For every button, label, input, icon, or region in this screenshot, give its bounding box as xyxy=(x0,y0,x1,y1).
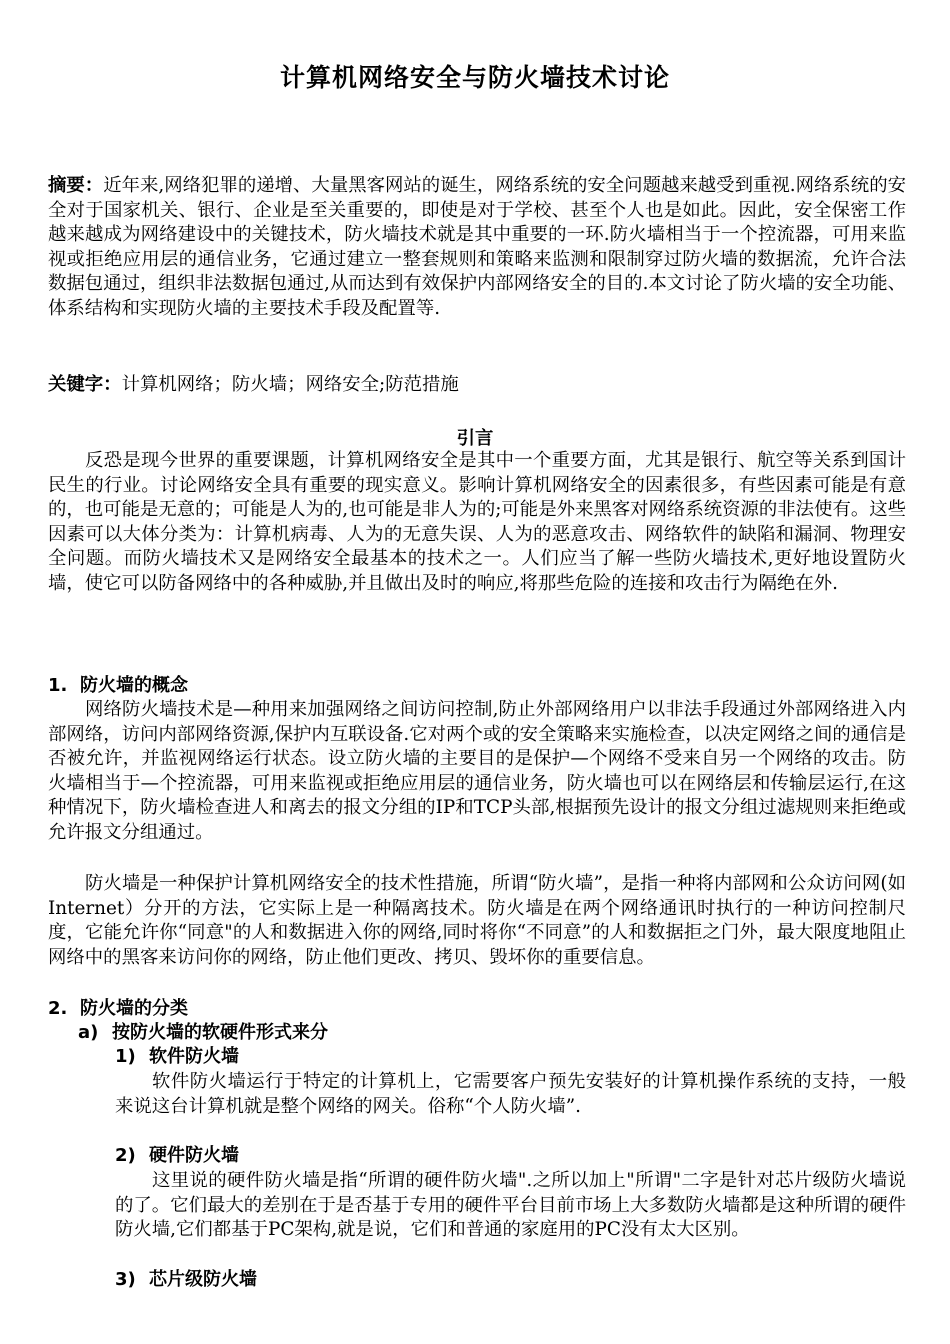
item-3-heading xyxy=(115,1268,257,1292)
item-2-body: 这里说的硬件防火墙是指“所谓的硬件防火墙".之所以加上"所谓"二字是针对芯片级防火墙说的了。它们最大的差别在于是否基于专用的硬件平台目前市场上大多数防火墙都是这种所谓的硬件防火墙,它们都基于PC架构,就是说，它们和普通的家庭用的PC没有太大区别。 xyxy=(115,1170,906,1240)
section-1-number: 1. xyxy=(48,675,68,696)
abstract-label: 摘要： xyxy=(48,175,104,196)
document-title: 计算机网络安全与防火墙技术讨论 xyxy=(279,63,670,92)
item-2-title: 硬件防火墙 xyxy=(149,1145,239,1166)
section-1-heading xyxy=(48,674,188,698)
keywords-text: 计算机网络；防火墙；网络安全;防范措施 xyxy=(121,374,459,395)
item-1-body: 软件防火墙运行于特定的计算机上，它需要客户预先安装好的计算机操作系统的支持，一般来说这台计算机就是整个网络的网关。俗称“个人防火墙”. xyxy=(115,1071,906,1117)
subsection-a-heading xyxy=(78,1021,328,1045)
section-1-paragraph-2: 防火墙是一种保护计算机网络安全的技术性措施，所谓“防火墙”，是指一种将内部网和公众访问网(如Internet）分开的方法，它实际上是一种隔离技术。防火墙是在两个网络通讯时执行的一种访问控制尺度，它能允许你“同意"的人和数据进入你的网络,同时将你“不同意”的人和数据拒之门外，最大限度地阻止网络中的黑客来访问你的网络，防止他们更改、拷贝、毁坏你的重要信息。 xyxy=(48,873,906,968)
keywords xyxy=(48,373,906,398)
section-2-title: 防火墙的分类 xyxy=(80,998,188,1019)
keywords-label: 关键字： xyxy=(48,374,122,395)
intro-heading: 引言 xyxy=(456,428,494,449)
subsection-a-number: a) xyxy=(78,1022,99,1043)
item-1-number: 1) xyxy=(115,1046,136,1067)
abstract xyxy=(48,174,906,321)
item-1-heading xyxy=(115,1045,239,1069)
section-2-heading xyxy=(48,997,188,1021)
section-2-number: 2. xyxy=(48,998,68,1019)
item-2-number: 2) xyxy=(115,1145,136,1166)
section-1-paragraph-1: 网络防火墙技术是—种用来加强网络之间访问控制,防止外部网络用户以非法手段通过外部网络进入内部网络，访问内部网络资源,保护内互联设备.它对两个或的安全策略来实施检查，以决定网络之间的通信是否被允许，并监视网络运行状态。设立防火墙的主要目的是保护—个网络不受来自另一个网络的攻击。防火墙相当于—个控流器，可用来监视或拒绝应用层的通信业务，防火墙也可以在网络层和传输层运行,在这种情况下，防火墙检查进人和离去的报文分组的IP和TCP头部,根据预先设计的报文分组过滤规则来拒绝或允许报文分组通过。 xyxy=(48,699,906,843)
item-2-heading xyxy=(115,1144,239,1168)
item-1-title: 软件防火墙 xyxy=(149,1046,239,1067)
subsection-a-title: 按防火墙的软硬件形式来分 xyxy=(112,1022,328,1043)
item-3-title: 芯片级防火墙 xyxy=(149,1269,257,1290)
intro-paragraph: 反恐是现今世界的重要课题，计算机网络安全是其中一个重要方面，尤其是银行、航空等关系到国计民生的行业。讨论网络安全具有重要的现实意义。影响计算机网络安全的因素很多，有些因素可能是有意的，也可能是无意的；可能是人为的,也可能是非人为的;可能是外来黑客对网络系统资源的非法使有。这些因素可以大体分类为：计算机病毒、人为的无意失误、人为的恶意攻击、网络软件的缺陷和漏洞、物理安全问题。而防火墙技术又是网络安全最基本的技术之一。人们应当了解一些防火墙技术,更好地设置防火墙，使它可以防备网络中的各种威胁,并且做出及时的响应,将那些危险的连接和攻击行为隔绝在外. xyxy=(48,450,907,594)
abstract-text: 近年来,网络犯罪的递增、大量黑客网站的诞生，网络系统的安全问题越来越受到重视.网络系统的安全对于国家机关、银行、企业是至关重要的，即使是对于学校、甚至个人也是如此。因此，安全保密工作越来越成为网络建设中的关键技术，防火墙技术就是其中重要的一环.防火墙相当于一个控流器，可用来监视或拒绝应用层的通信业务，它通过建立一整套规则和策略来监测和限制穿过防火墙的数据流，允许合法数据包通过，组织非法数据包通过,从而达到有效保护内部网络安全的目的.本文讨论了防火墙的安全功能、体系结构和实现防火墙的主要技术手段及配置等. xyxy=(48,175,906,319)
section-1-title: 防火墙的概念 xyxy=(80,675,188,696)
item-3-number: 3) xyxy=(115,1269,136,1290)
